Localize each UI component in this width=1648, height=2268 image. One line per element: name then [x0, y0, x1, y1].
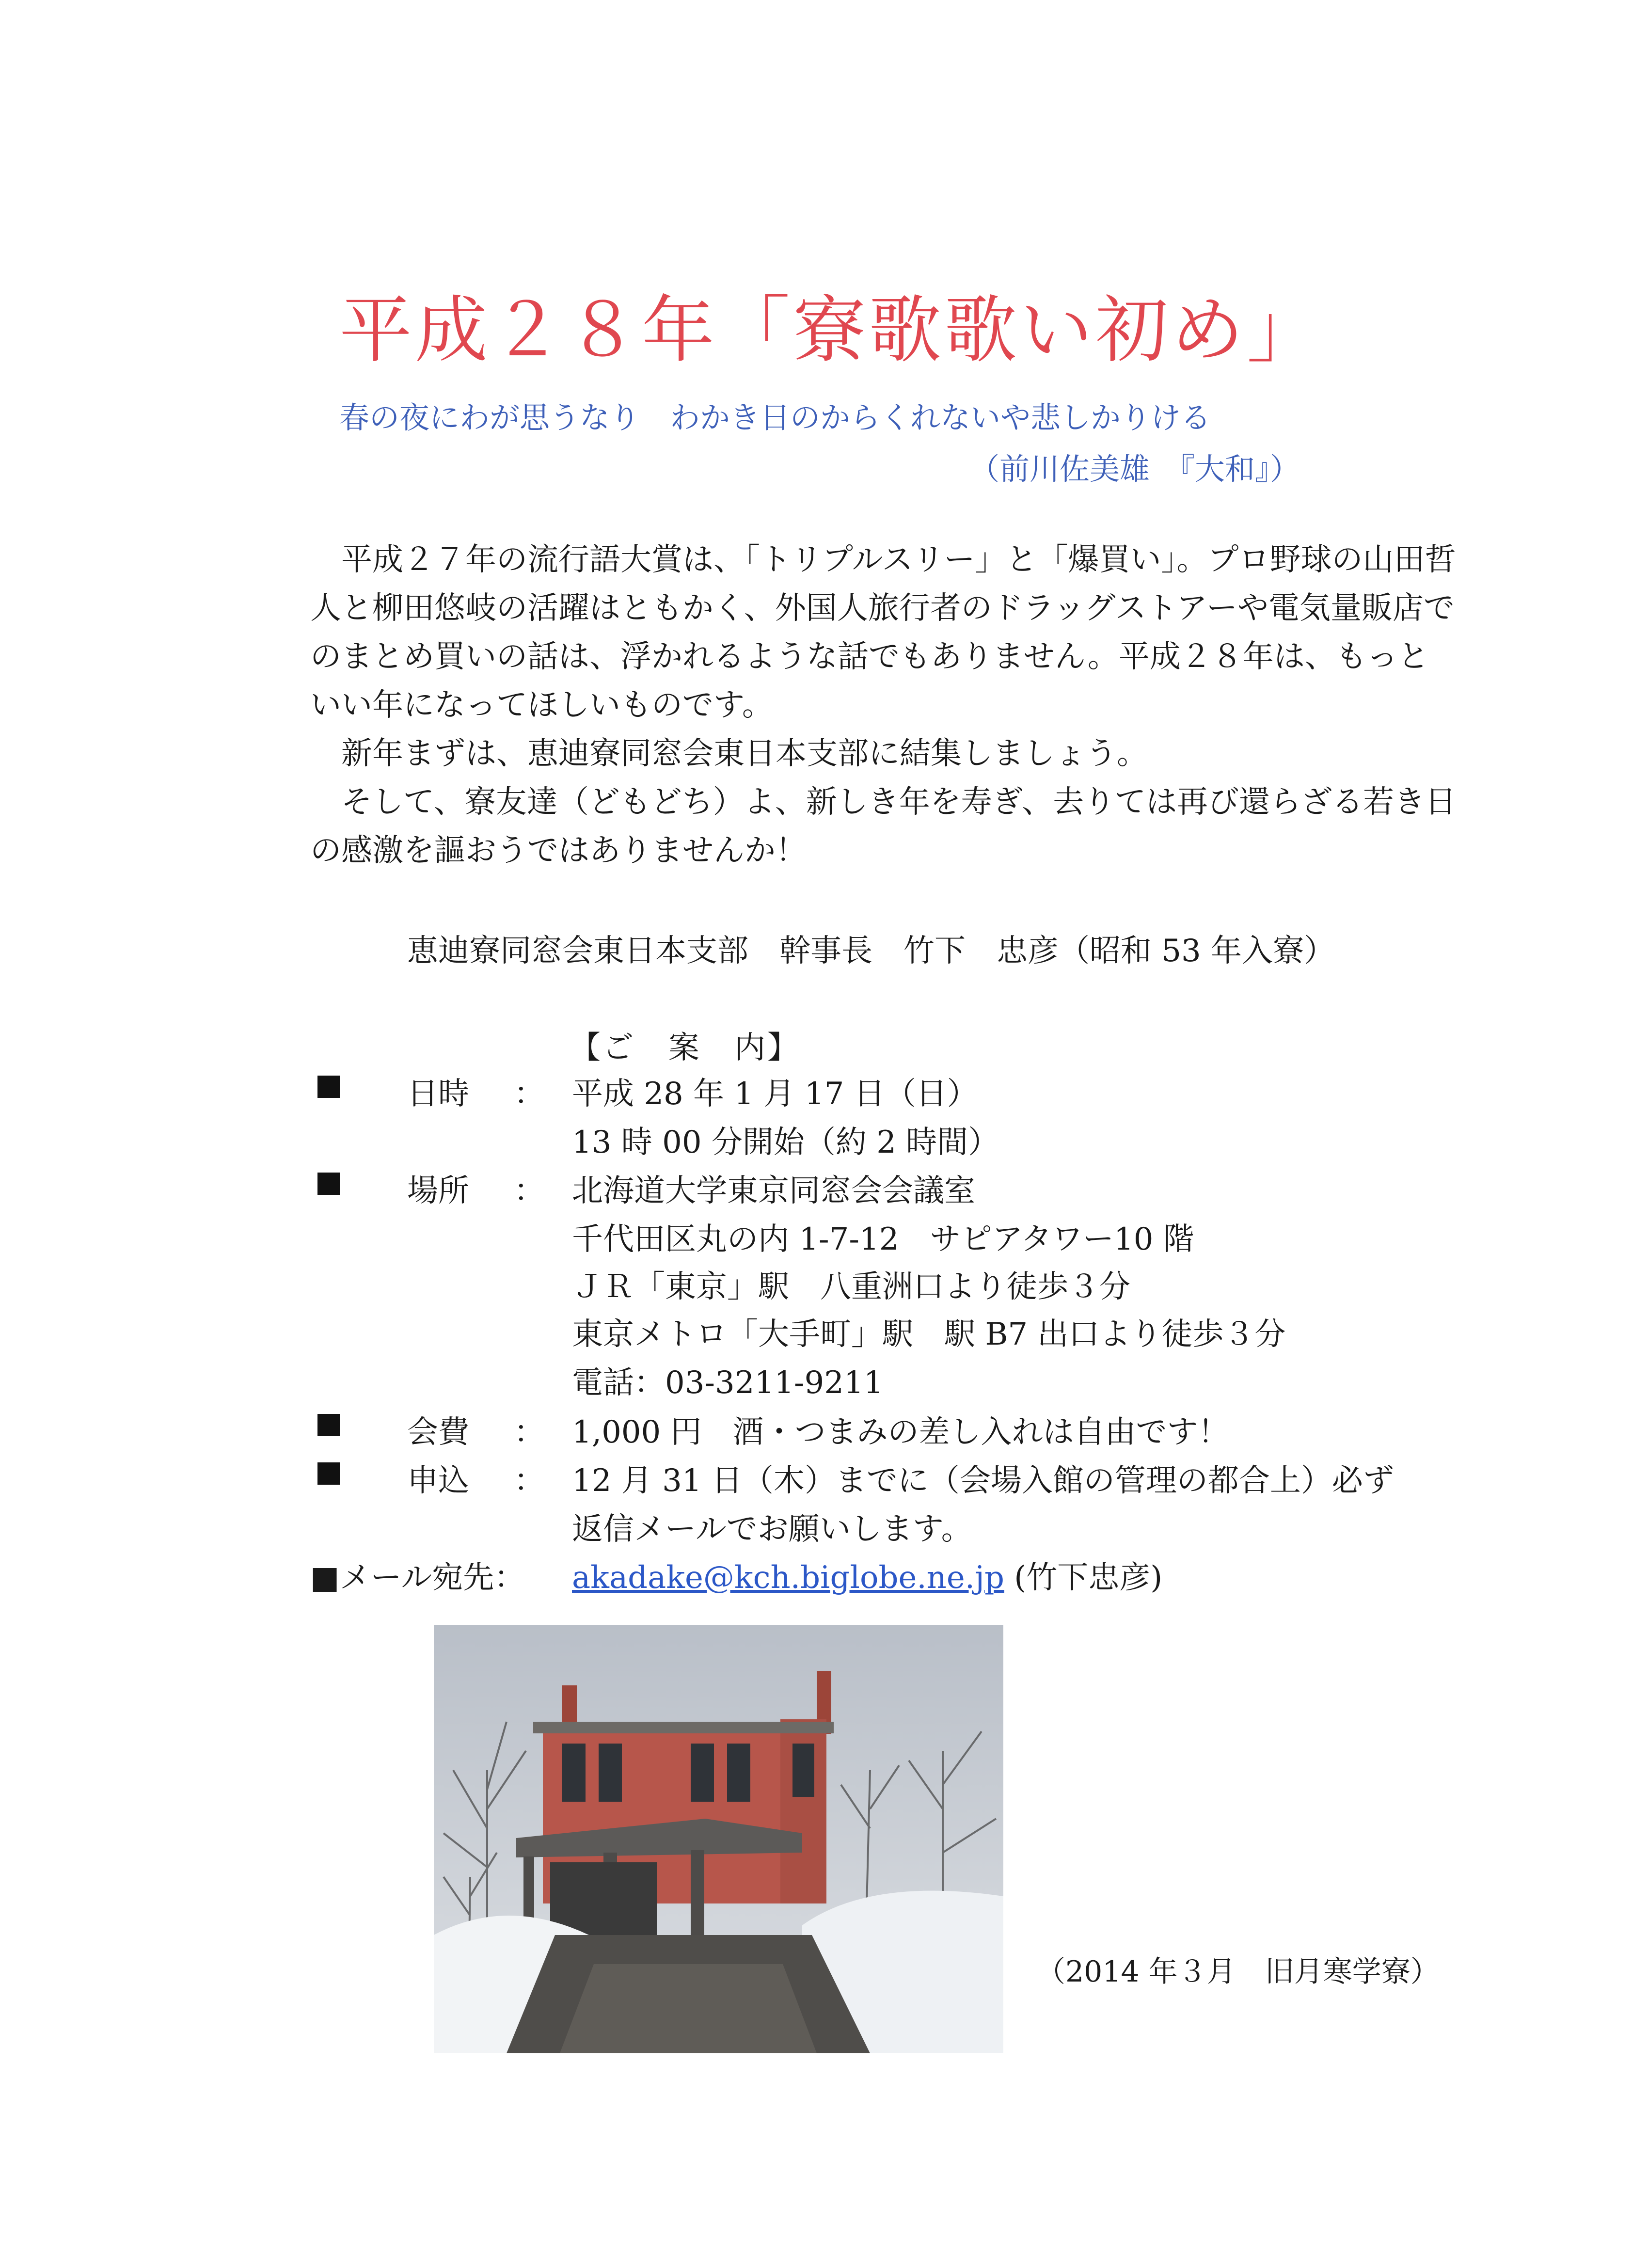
apply-label: 申込	[407, 1463, 469, 1499]
body-paragraph: そして、寮友達（どもどち）よ、新しき年を寿ぎ、去りては再び還らざる若き日の感激を謳おうではありませんか！	[310, 784, 1457, 869]
poem-verse: 春の夜にわが思うなり わかき日のからくれないや悲しかりける	[339, 400, 1211, 435]
square-bullet-icon	[317, 1414, 340, 1436]
apply-deadline: 12 月 31 日（木）までに（会場入館の管理の都合上）必ず	[572, 1463, 1394, 1499]
mail-contact	[572, 1553, 1162, 1597]
square-bullet-icon	[317, 1076, 340, 1098]
square-bullet-icon	[317, 1462, 340, 1485]
place-phone: 電話：03-3211-9211	[572, 1365, 884, 1401]
mail-label: ■メール宛先：	[310, 1560, 525, 1596]
fee-value: 1,000 円 酒・つまみの差し入れは自由です！	[572, 1414, 1229, 1450]
guide-heading: 【ご 案 内】	[570, 1030, 800, 1066]
fee-label: 会費	[407, 1414, 469, 1450]
place-address: 千代田区丸の内 1-7-12 サピアタワー10 階	[572, 1221, 1194, 1257]
colon: ：	[514, 1173, 545, 1209]
place-access-metro: 東京メトロ「大手町」駅 駅 B7 出口より徒歩３分	[572, 1316, 1286, 1352]
signature: 恵迪寮同窓会東日本支部 幹事長 竹下 忠彦（昭和 53 年入寮）	[407, 933, 1335, 969]
colon: ：	[514, 1463, 545, 1499]
place-access-jr: ＪＲ「東京」駅 八重洲口より徒歩３分	[572, 1269, 1130, 1305]
invitation-body	[310, 536, 1459, 875]
apply-method: 返信メールでお願いします。	[572, 1511, 972, 1547]
colon: ：	[514, 1076, 545, 1112]
colon: ：	[514, 1414, 545, 1450]
poem-source: （前川佐美雄 『大和』）	[969, 451, 1300, 487]
square-bullet-icon	[317, 1173, 340, 1195]
datetime-date: 平成 28 年 1 月 17 日（日）	[572, 1076, 978, 1112]
mail-contact-name: (竹下忠彦)	[1014, 1560, 1163, 1596]
place-venue: 北海道大学東京同窓会会議室	[572, 1173, 975, 1209]
photo-caption: （2014 年３月 旧月寒学寮）	[1036, 1955, 1440, 1989]
building-photo	[434, 1625, 1003, 2053]
datetime-start: 13 時 00 分開始（約 2 時間）	[572, 1125, 999, 1160]
building-photo-drawing	[434, 1625, 1003, 2053]
email-link[interactable]: akadake@kch.biglobe.ne.jp	[572, 1560, 1004, 1596]
place-label: 場所	[407, 1173, 469, 1209]
datetime-label: 日時	[407, 1076, 469, 1112]
body-paragraph: 新年まずは、恵迪寮同窓会東日本支部に結集しましょう。	[341, 736, 1148, 772]
event-title: 平成２８年「寮歌歌い初め」	[339, 288, 1323, 373]
body-paragraph: 平成２７年の流行語大賞は、「トリプルスリー」と「爆買い」。プロ野球の山田哲人と柳田悠岐の活躍はともかく、外国人旅行者のドラッグストアーや電気量販店でのまとめ買いの話は、浮かれるような話でもありません。平成２８年は、もっといい年になってほしいものです。	[310, 542, 1456, 723]
